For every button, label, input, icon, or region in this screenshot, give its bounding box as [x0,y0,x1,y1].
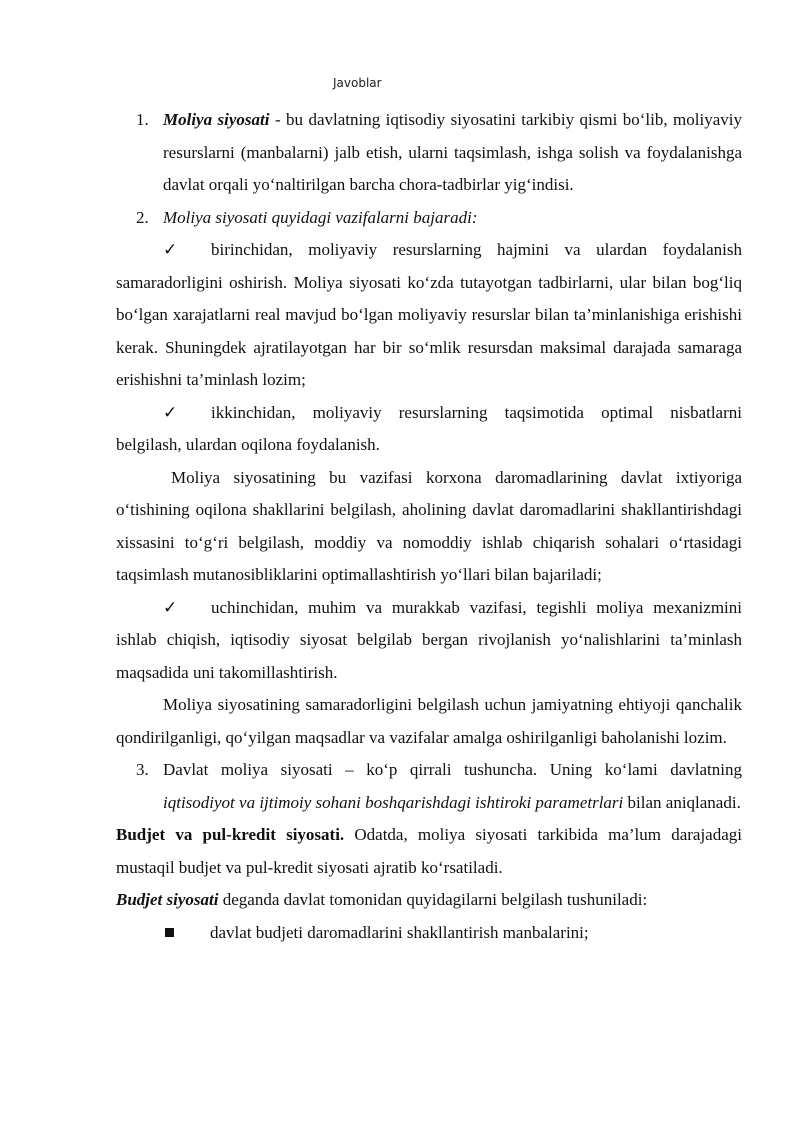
paragraph-text: deganda davlat tomonidan quyidagilarni belgilash tushuniladi: [218,890,648,909]
check-item-text: uchinchidan, muhim va murakkab vazifasi, tegishli moliya mexanizmini ishlab chiqish, iqtisodiy siyosat belgilab bergan rivojlanish yo‘nalishlarini ta’minlash maqsadida uni takomillashtirish. [116,597,742,682]
check-item-text: birinchidan, moliyaviy resurslarning hajmini va ulardan foydalanish samaradorligini oshirish. Moliya siyosati ko‘zda tutayotgan tadbirlarni, ular bilan bog‘liq bo‘lgan xarajatlarni real mavjud bo‘lgan moliyaviy resurslar bilan ta’minlanishiga erishishi kerak. Shuningdek ajratilayotgan har bir so‘mlik resursdan maksimal darajada samaraga erishishni ta’minlash lozim; [116,240,742,389]
paragraph-4 [116,884,742,917]
item-text: Moliya siyosati quyidagi vazifalarni bajaradi: [163,207,478,227]
paragraph-1: Moliya siyosatining bu vazifasi korxona daromadlarining davlat ixtiyoriga o‘tishining oqilona shakllarini belgilash, aholining davlat daromadlarini shakllantirishdagi xissasini to‘g‘ri belgilash, moddiy va nomoddiy ishlab chiqarish sohalari o‘rtasidagi taqsimlash mutanosibliklarini optimallashtirish yo‘llari bilan bajariladi; [116,467,742,584]
paragraph-3 [116,819,742,884]
check-item-1 [116,234,742,397]
list-number: 1. [136,110,149,129]
item-text-before: Davlat moliya siyosati – ko‘p qirrali tushuncha. Uning ko‘lami davlatning [163,760,742,779]
square-bullet-icon [165,928,174,937]
list-number: 2. [136,207,149,227]
checkmark-icon: ✓ [163,597,178,617]
list-item-1 [116,104,742,202]
list-item-2 [116,202,742,235]
check-item-2 [116,397,742,462]
bullet-item-1 [116,917,742,950]
document-body [116,104,742,949]
page-header: Javoblar [333,76,382,90]
checkmark-icon: ✓ [163,402,178,422]
list-item-3 [116,754,742,819]
item-text-italic: iqtisodiyot va ijtimoiy sohani boshqarishdagi ishtiroki parametrlari [163,792,624,812]
term-moliya-siyosati: Moliya siyosati [163,110,270,129]
item-text: - bu davlatning iqtisodiy siyosatini tarkibiy qismi bo‘lib, moliyaviy resurslarni (manbalarni) jalb etish, ularni taqsimlash, ishga solish va foydalanishga davlat orqali yo‘naltirilgan barcha chora-tadbirlar yig‘indisi. [163,110,742,194]
paragraph-2: Moliya siyosatining samaradorligini belgilash uchun jamiyatning ehtiyoji qanchalik qondirilganligi, qo‘yilgan maqsadlar va vazifalar amalga oshirilganligi baholanishi lozim. [116,695,742,747]
paragraph-text: Odatda, moliya siyosati tarkibida ma’lum darajadagi mustaqil budjet va pul-kredit siyosati ajratib ko‘rsatiladi. [116,825,742,877]
heading-budjet-pul-kredit: Budjet va pul-kredit siyosati. [116,825,345,844]
checkmark-icon: ✓ [163,240,178,259]
check-item-3 [116,592,742,690]
bullet-text: davlat budjeti daromadlarini shakllantirish manbalarini; [210,922,589,942]
term-budjet-siyosati: Budjet siyosati [116,890,219,909]
item-text-after: bilan aniqlanadi. [623,792,741,812]
check-item-text: ikkinchidan, moliyaviy resurslarning taqsimotida optimal nisbatlarni belgilash, ulardan oqilona foydalanish. [116,402,742,454]
list-number: 3. [136,760,149,779]
